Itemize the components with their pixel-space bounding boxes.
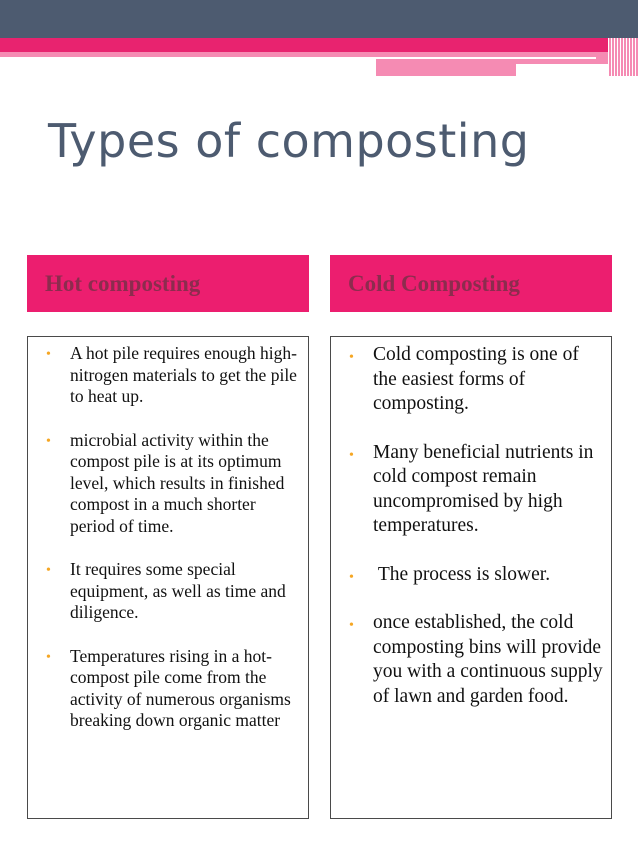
top-band-stripes bbox=[608, 38, 638, 76]
bullet-icon: • bbox=[349, 569, 354, 585]
list-item-text: A hot pile requires enough high-nitrogen materials to get the pile to heat up. bbox=[70, 343, 297, 406]
bullet-icon: • bbox=[46, 649, 51, 665]
list-item bbox=[46, 343, 300, 408]
list-item bbox=[349, 343, 603, 417]
bullet-icon: • bbox=[46, 563, 51, 578]
list-item-text: It requires some special equipment, as well as time and diligence. bbox=[70, 559, 286, 622]
list-item-text: Many beneficial nutrients in cold compost remain uncompromised by high temperatures. bbox=[373, 441, 594, 536]
list-item bbox=[349, 611, 603, 709]
top-band-divider bbox=[516, 66, 596, 68]
bullet-list bbox=[46, 343, 300, 732]
top-light-band bbox=[0, 52, 376, 57]
bullet-icon: • bbox=[349, 350, 354, 365]
bullet-icon: • bbox=[349, 618, 354, 633]
slide-title: Types of composting bbox=[48, 114, 530, 168]
list-item-text: once established, the cold composting bins will provide you with a continuous supply of lawn and garden food. bbox=[373, 612, 603, 707]
list-item bbox=[46, 430, 300, 538]
list-item bbox=[46, 559, 300, 624]
list-item bbox=[349, 563, 603, 588]
cold-composting-box bbox=[330, 336, 612, 819]
list-item-text: Temperatures rising in a hot-compost pile come from the activity of numerous organisms breaking down organic matter bbox=[70, 645, 291, 730]
list-item-text: The process is slower. bbox=[373, 563, 551, 585]
list-item bbox=[46, 646, 300, 732]
top-light-band bbox=[376, 64, 516, 76]
bullet-icon: • bbox=[46, 347, 51, 362]
bullet-icon: • bbox=[46, 433, 51, 449]
top-pink-band bbox=[0, 38, 638, 52]
header-label: Cold Composting bbox=[348, 270, 520, 296]
bullet-icon: • bbox=[349, 447, 354, 463]
list-item-text: Cold composting is one of the easiest forms of composting. bbox=[373, 344, 579, 414]
hot-composting-box bbox=[27, 336, 309, 819]
top-band-divider bbox=[376, 57, 596, 59]
hot-composting-header bbox=[27, 255, 309, 312]
cold-composting-header bbox=[330, 255, 612, 312]
bullet-list bbox=[349, 343, 603, 709]
list-item bbox=[349, 441, 603, 539]
top-dark-band bbox=[0, 0, 638, 38]
list-item-text: microbial activity within the compost pile is at its optimum level, which results in finished compost in a much shorter period of time. bbox=[70, 429, 285, 536]
header-label: Hot composting bbox=[45, 270, 201, 296]
